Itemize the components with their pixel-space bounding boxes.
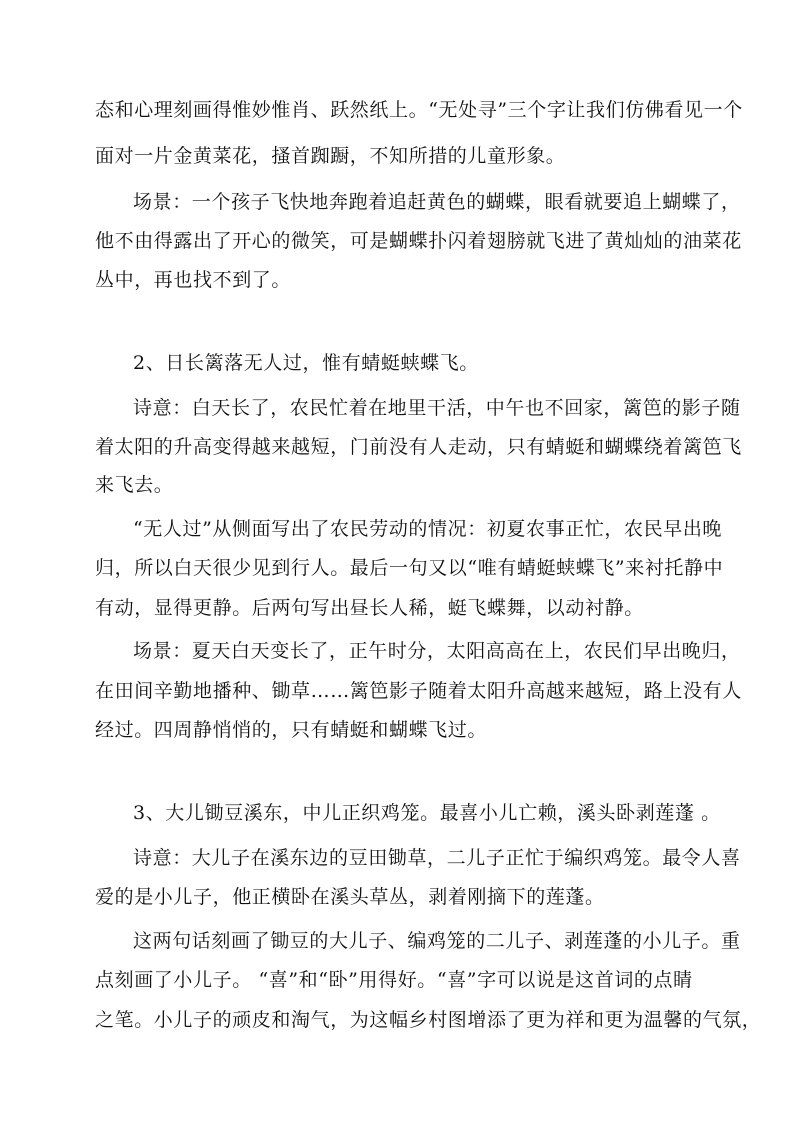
meaning-paragraph-line: 来飞去。 xyxy=(95,474,174,496)
scene-paragraph-line: 在田间辛勤地播种、锄草……篱笆影子随着太阳升高越来越短，路上没有人 xyxy=(95,680,742,702)
scene-paragraph-line: 场景：一个孩子飞快地奔跑着追赶黄色的蝴蝶，眼看就要追上蝴蝶了， xyxy=(133,191,741,213)
poem-line-heading: 2、日长篱落无人过，惟有蜻蜓蛱蝶飞。 xyxy=(133,352,479,374)
poem-line-heading: 3、大儿锄豆溪东，中儿正织鸡笼。最喜小儿亡赖，溪头卧剥莲蓬 。 xyxy=(133,802,721,824)
scene-paragraph-line: 他不由得露出了开心的微笑，可是蝴蝶扑闪着翅膀就飞进了黄灿灿的油菜花 xyxy=(95,230,742,252)
paragraph-line: 面对一片金黄菜花，搔首踟蹰，不知所措的儿童形象。 xyxy=(95,145,566,167)
meaning-paragraph-line: 诗意：白天长了，农民忙着在地里干活，中午也不回家，篱笆的影子随 xyxy=(133,397,741,419)
meaning-paragraph-line: 爱的是小儿子，他正横卧在溪头草丛，剥着刚摘下的莲蓬。 xyxy=(95,886,605,908)
paragraph-line: 态和心理刻画得惟妙惟肖、跃然纸上。“无处寻”三个字让我们仿佛看见一个 xyxy=(95,99,743,121)
scene-paragraph-line: 场景：夏天白天变长了，正午时分，太阳高高在上，农民们早出晚归， xyxy=(133,640,741,662)
analysis-paragraph-line: 点刻画了小儿子。 “喜”和“卧”用得好。“喜”字可以说是这首词的点睛 xyxy=(95,969,693,991)
analysis-paragraph-line: 这两句话刻画了锄豆的大儿子、编鸡笼的二儿子、剥莲蓬的小儿子。重 xyxy=(133,930,741,952)
meaning-paragraph-line: 着太阳的升高变得越来越短，门前没有人走动，只有蜻蜓和蝴蝶绕着篱笆飞 xyxy=(95,436,742,458)
analysis-paragraph-line: 有动，显得更静。后两句写出昼长人稀，蜓飞蝶舞，以动衬静。 xyxy=(95,597,644,619)
scene-paragraph-line: 丛中，再也找不到了。 xyxy=(95,269,292,291)
analysis-paragraph-line: 之笔。小儿子的顽皮和淘气，为这幅乡村图增添了更为祥和更为温馨的气氛， xyxy=(95,1009,762,1031)
meaning-paragraph-line: 诗意：大儿子在溪东边的豆田锄草，二儿子正忙于编织鸡笼。最令人喜 xyxy=(133,847,741,869)
analysis-paragraph-line: 归，所以白天很少见到行人。最后一句又以“唯有蜻蜓蛱蝶飞”来衬托静中 xyxy=(95,557,724,579)
analysis-paragraph-line: “无人过”从侧面写出了农民劳动的情况：初夏农事正忙，农民早出晚 xyxy=(133,518,723,540)
scene-paragraph-line: 经过。四周静悄悄的，只有蜻蜓和蝴蝶飞过。 xyxy=(95,719,488,741)
